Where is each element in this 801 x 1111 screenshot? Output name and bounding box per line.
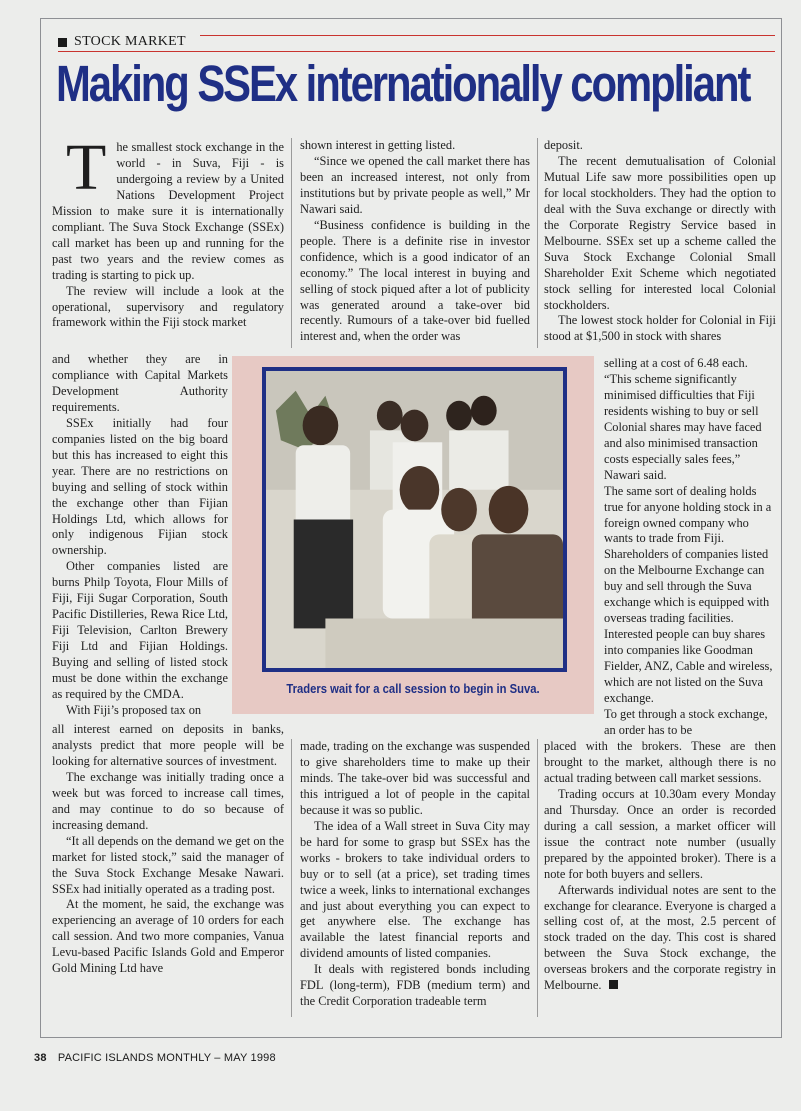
paragraph: made, trading on the exchange was suspended to give shareholders time to make up their minds. The take-over bid was successful and this intrigued a lot of people in the capital because it was so public.	[300, 739, 530, 817]
top-rule	[200, 35, 775, 36]
intro-paragraph	[52, 131, 284, 284]
column-divider	[291, 739, 292, 1017]
paragraph: To get through a stock exchange, an order has to be	[604, 706, 768, 737]
paragraph: SSEx initially had four companies listed on the big board but this has increased to eight this year. There are no restrictions on buying and selling of stock within the exchange other than Fijian Holdings Ltd, which allows for only indigenous Fijian stock ownership.	[52, 415, 228, 558]
column-1-top	[52, 131, 284, 331]
paragraph: deposit.	[544, 138, 583, 152]
column-1-middle	[52, 352, 228, 719]
end-of-article-icon	[609, 980, 618, 989]
paragraph	[544, 883, 776, 995]
paragraph: The review will include a look at the operational, supervisory and regulatory framework within the Fiji stock market	[52, 283, 284, 330]
paragraph: Trading occurs at 10.30am every Monday and Thursday. Once an order is recorded during a call session, a market officer will issue the contract note number (usually prepared by the appointed broker). There is a note for both buyers and sellers.	[544, 786, 776, 881]
paragraph: The same sort of dealing holds true for anyone holding stock in a foreign owned company who wants to trade from Fiji. Shareholders of companies listed on the Melbourne Exchange can buy and sell through the Suva exchange which is equipped with overseas trading facilities. Interested people can buy shares into companies like Goodman Fielder, ANZ, Cable and wireless, which are not listed on the Suva exchange.	[604, 483, 773, 706]
column-3-bottom	[544, 739, 776, 994]
paragraph: selling at a cost of 6.48 each. “This scheme significantly minimised difficulties that Fiji residents wishing to buy or sell Colonial shares may have faced and also minimised transaction costs especially sales fees,” Nawari said.	[604, 356, 762, 482]
traders-photo-image	[266, 371, 563, 668]
column-2-top	[300, 138, 530, 345]
paragraph: “Since we opened the call market there has been an increased interest, not only from institutions but by private people as well,” Mr Nawari said.	[300, 153, 530, 216]
section-bullet-icon	[58, 38, 67, 47]
paragraph: The exchange was initially trading once a week but was forced to increase call times, and may continue to do so because of increasing demand.	[52, 769, 284, 832]
photo-traders	[262, 367, 567, 672]
paragraph: “Business confidence is building in the people. There is a definite rise in investor confidence, which is a good indicator of an economy.” The local interest in buying and selling of stock piqued after a lot of publicity was generated around a take-over bid recently. Rumours of a take-over bid fuelled interest and, when the order was	[300, 217, 530, 344]
column-1-bottom	[52, 722, 284, 977]
column-2-bottom	[300, 739, 530, 1010]
paragraph: The recent demutualisation of Colonial Mutual Life saw more possibilities open up for local stockholders. They had the option to deal with the Suva exchange or directly with the Corporate Registry Service based in Melbourne. SSEx set up a scheme called the Suva Stock Exchange Colonial Small Shareholder Exit Scheme which negotiated stock selling for interested local Colonial stockholders.	[544, 153, 776, 312]
paragraph: and whether they are in compliance with Capital Markets Development Authority requirements.	[52, 352, 228, 414]
headline: Making SSEx internationally compliant	[56, 55, 750, 112]
closing-text: Afterwards individual notes are sent to the exchange for clearance. Everyone is charged a selling cost of, at the most, 2.5 percent of stock traded on the day. This cost is shared between the Suva Stock exchange, the overseas brokers and the corporate registry in Melbourne.	[544, 882, 776, 993]
column-3-top	[544, 138, 776, 345]
intro-text: he smallest stock exchange in the world - in Suva, Fiji - is undergoing a review by a United Nations Development Project Mission to make sure it is internationally compliant. The Suva Stock Exchange (SSEx) call market has been up and running for the past two years and the review comes as trading is starting to pick up.	[52, 140, 284, 282]
paragraph: The idea of a Wall street in Suva City may be hard for some to grasp but SSEx has the works - brokers to take individual orders to buy or to sell (at a price), set trading times twice a week, links to international exchanges and just about everything you can expect to get anywhere else. The exchange has available the latest financial reports and dividend amounts of listed companies.	[300, 818, 530, 961]
column-divider	[537, 138, 538, 348]
column-divider	[537, 739, 538, 1017]
paragraph: placed with the brokers. These are then brought to the market, although there is no actual trading between call market sessions.	[544, 739, 776, 785]
paragraph: Other companies listed are burns Philp Toyota, Flour Mills of Fiji, Fiji Sugar Corporation, South Pacific Distilleries, Rewa Rice Ltd, Fiji Television, Carlton Brewery Fiji Ltd and Fijian Holdings. Buying and selling of listed stock must be done within the exchange as required by the CMDA.	[52, 559, 228, 702]
publication-line: PACIFIC ISLANDS MONTHLY – MAY 1998	[57, 1052, 276, 1064]
page-footer	[34, 1052, 276, 1064]
section-label-text: STOCK MARKET	[74, 34, 186, 49]
paragraph: all interest earned on deposits in banks, analysts predict that more people will be looking for alternative sources of investment.	[52, 722, 284, 768]
section-label	[58, 34, 186, 50]
paragraph: It deals with registered bonds including FDL (long-term), FDB (medium term) and the Credit Corporation tradeable term	[300, 962, 530, 1009]
column-divider	[291, 138, 292, 348]
paragraph: shown interest in getting listed.	[300, 138, 456, 152]
drop-cap: T	[66, 131, 107, 204]
page-number: 38	[34, 1052, 47, 1064]
column-3-middle	[604, 356, 776, 739]
paragraph: “It all depends on the demand we get on the market for listed stock,” said the manager of the Suva Stock Exchange Mesake Nawari. SSEx had initially operated as a trading post.	[52, 833, 284, 896]
paragraph: With Fiji’s proposed tax on	[66, 702, 202, 717]
paragraph: The lowest stock holder for Colonial in Fiji stood at $1,500 in stock with shares	[544, 313, 776, 344]
photo-caption: Traders wait for a call session to begin in Suva.	[286, 682, 540, 696]
paragraph: At the moment, he said, the exchange was experiencing an average of 10 orders for each call session. And two more companies, Vanua Levu-based Pacific Islands Gold and Emperor Gold Mining Ltd have	[52, 897, 284, 976]
headline-rule	[58, 51, 775, 52]
